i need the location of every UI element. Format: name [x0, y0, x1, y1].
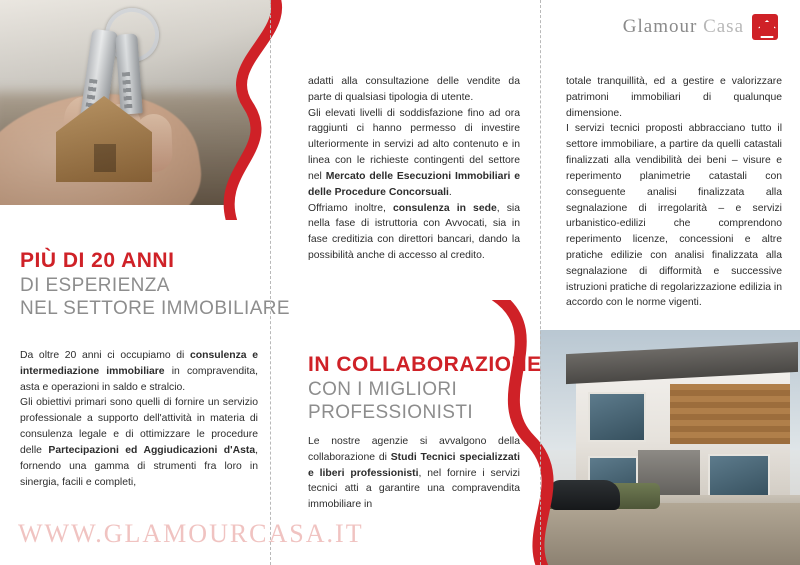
middle-panel-body-top: [308, 74, 520, 264]
paragraph: Gli elevati livelli di soddisfazione fino ad ora raggiunti ci hanno permesso di investire ulteriormente in servizi ad alto contenuto e in linea con le richieste contingenti del settore nel Mercato delle Esecuzioni Immobiliari e delle Procedure Concorsuali.: [308, 107, 520, 198]
left-heading-line2: DI ESPERIENZA: [20, 274, 170, 296]
logo-wordmark: [623, 16, 744, 38]
paragraph: Da oltre 20 anni ci occupiamo di consulenza e intermediazione immobiliare in compravendita, asta e operazioni in saldo e stralcio.: [20, 350, 258, 393]
paragraph: adatti alla consultazione delle vendite da parte di qualsiasi tipologia di utente.: [308, 76, 520, 103]
house-logo-icon: [752, 14, 778, 40]
middle-heading-line1: IN COLLABORAZIONE: [308, 353, 542, 376]
paragraph: I servizi tecnici proposti abbracciano tutto il settore immobiliare, a partire da quelli catastali finalizzati alla vendibilità dei beni – visure e reperimento planimetrie catastali con conseguente analisi finalizzata alla segnalazione di irregolarità – e servizi urbanistico-edilizi che comprendono reperimento licenze, concessioni e altre pratiche edilizie con analisi finalizzata alla segnalazione di difformità e successive istruzioni pratiche di regolarizzazione edilizia in accordo con le norme vigenti.: [566, 123, 783, 309]
paragraph: Le nostre agenzie si avvalgono della collaborazione di Studi Tecnici specializzati e liberi professionisti, nel fornire i servizi tecnici atti a garantire una compravendita immobiliare in: [308, 436, 521, 511]
logo-word-glamour: Glamour: [622, 16, 698, 37]
middle-heading-line3: PROFESSIONISTI: [308, 402, 474, 424]
fold-line-right: [540, 0, 541, 565]
fold-line-left: [270, 0, 271, 565]
middle-heading-line2: CON I MIGLIORI: [308, 378, 458, 400]
brand-logo: [623, 14, 778, 40]
logo-word-casa: Casa: [703, 16, 744, 37]
right-panel-body: [566, 74, 782, 311]
middle-panel-body-bottom: [308, 434, 520, 513]
left-heading-line1: PIÙ DI 20 ANNI: [20, 249, 175, 272]
paragraph: Offriamo inoltre, consulenza in sede, sia nella fase di istruttoria con Avvocati, sia in fase creditizia con direttori bancari, dando la possibilità anche di accesso al credito.: [308, 202, 520, 261]
middle-panel-heading: [308, 352, 542, 425]
red-wave-decoration-right: [455, 300, 615, 565]
paragraph: totale tranquillità, ed a gestire e valorizzare patrimoni immobiliari di qualunque dimensione.: [566, 76, 782, 119]
paragraph: Gli obiettivi primari sono quelli di fornire un servizio professionale a supporto dell'attività in materia di consulenza legale e di ottimizzare le procedure delle Partecipazioni ed Aggiudicazioni d'Asta, fornendo una gamma di strumenti fra loro in sinergia, facili e completi,: [20, 397, 258, 488]
left-panel-heading: [20, 248, 290, 321]
left-heading-line3: NEL SETTORE IMMOBILIARE: [20, 298, 290, 320]
website-watermark: WWW.GLAMOURCASA.IT: [18, 519, 364, 548]
left-panel-body: [20, 348, 258, 490]
